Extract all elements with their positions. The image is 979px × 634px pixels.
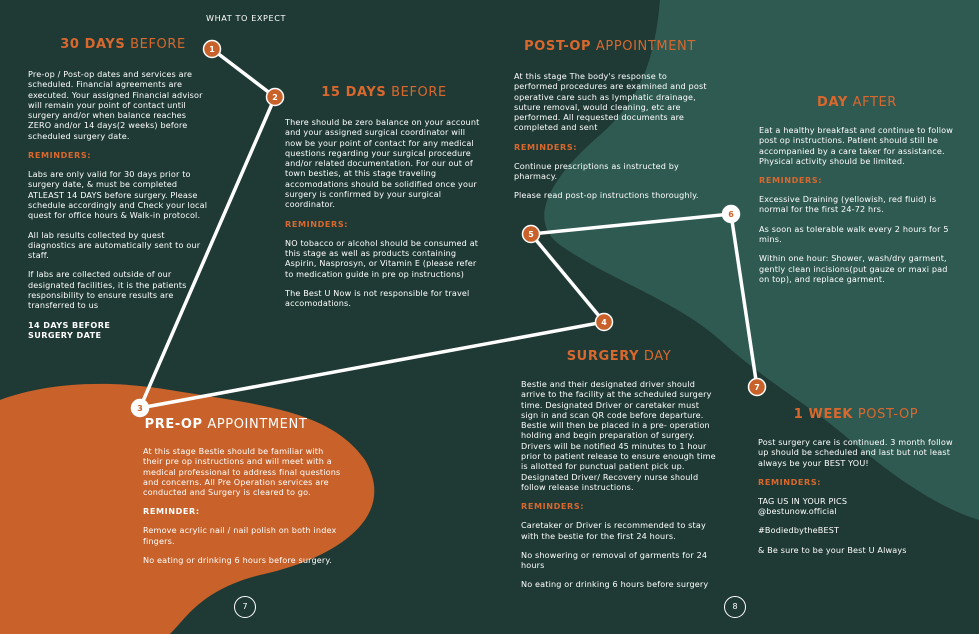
reminder-text: All lab results collected by quest diagnostics are automatically sent to our staff. [28, 229, 201, 261]
section-title: SURGERY DAY [566, 349, 672, 364]
section-pre-op-appointment [143, 417, 343, 565]
reminders-label: REMINDER: [143, 506, 200, 517]
section-body: Pre-op / Post-op dates and services are scheduled. Financial agreements are executed. Your assigned Financial advisor will remain your point of contact until surgery and/or when balance reaches ZERO and/or 14 days(2 weeks) before scheduled surgery date. [28, 69, 203, 141]
section-15-days-before [285, 85, 483, 308]
step-marker-label: 6 [728, 210, 734, 219]
step-marker-4 [596, 314, 613, 331]
section-title: 1 WEEK POST-OP [793, 407, 919, 422]
step-marker-label: 2 [272, 93, 278, 102]
reminder-text: Within one hour: Shower, wash/dry garment, gently clean incisions(put gauze or maxi pad on top), and replace garment. [759, 253, 948, 284]
reminder-text: & Be sure to be your Best U Always [758, 544, 907, 555]
step-marker-label: 7 [754, 383, 760, 392]
reminder-text: No showering or removal of garments for 24 hours [521, 549, 708, 571]
section-title: DAY AFTER [817, 95, 897, 110]
reminders-label: REMINDERS: [28, 150, 92, 161]
reminders-label: REMINDERS: [758, 476, 822, 487]
reminder-text: If labs are collected outside of our designated facilities, it is the patients responsibility to ensure results are transferred to us [28, 269, 187, 311]
page-number-right: 8 [724, 596, 746, 618]
section-surgery-day [521, 349, 719, 590]
reminder-text: The Best U Now is not responsible for travel accomodations. [285, 287, 470, 309]
step-marker-6 [723, 206, 740, 223]
step-marker-label: 1 [209, 45, 215, 54]
section-title: 15 DAYS BEFORE [321, 85, 447, 100]
section-body: At this stage The body's response to performed procedures are examined and post operative care such as lymphatic drainage, suture removal, would cleaning, etc are performed. All requested documents are completed and sent [514, 71, 707, 133]
step-marker-label: 5 [528, 230, 534, 239]
reminder-text: Continue prescriptions as instructed by pharmacy. [514, 160, 679, 182]
section-day-after [759, 95, 957, 284]
what-to-expect-label: WHAT TO EXPECT [206, 13, 287, 23]
reminders-label: REMINDERS: [759, 175, 823, 186]
section-30-days-before [28, 37, 208, 348]
section-body: Eat a healthy breakfast and continue to follow post op instructions. Patient should still be accompanied by a care taker for assistance. Physical activity should be limited. [759, 125, 954, 166]
page-number-left: 7 [234, 596, 256, 618]
reminder-text: #BodiedbytheBEST [758, 525, 840, 536]
reminder-text: Remove acrylic nail / nail polish on both index fingers. [143, 525, 337, 546]
reminder-text: No eating or drinking 6 hours before surgery [521, 579, 709, 590]
reminder-text: TAG US IN YOUR PICS @bestunow.official [758, 495, 848, 517]
reminders-label: REMINDERS: [514, 141, 578, 152]
section-body: Bestie and their designated driver should arrive to the facility at the scheduled surgery time. Designated Driver or caretaker must sign in and scan QR code before departure. Bestie will then be placed in a pre- operation holding and begin preparation of surgery. Drivers will be notified 45 minutes to 1 hour prior to patient release to ensure enough time is allotted for punctual patient pick up. Designated Driver/ Recovery nurse should follow release instructions. [521, 379, 716, 492]
reminder-text: As soon as tolerable walk every 2 hours for 5 mins. [759, 223, 949, 245]
step-marker-2 [267, 89, 284, 106]
section-1-week-post-op [758, 407, 956, 555]
reminders-label: REMINDERS: [285, 218, 349, 229]
reminders-label: REMINDERS: [521, 501, 585, 512]
reminder-text: Excessive Draining (yellowish, red fluid) is normal for the first 24-72 hrs. [759, 194, 937, 215]
fourteen-days-label: 14 DAYS BEFORE SURGERY DATE [28, 319, 111, 340]
section-post-op-appointment [514, 39, 712, 201]
section-title: POST-OP APPOINTMENT [524, 39, 696, 54]
section-body: At this stage Bestie should be familiar with their pre op instructions and will meet with a medical professional to address final questions and concerns. All Pre Operation services are conducted and Surgery is cleared to go. [143, 446, 341, 498]
reminder-text: Please read post-op instructions thoroughly. [514, 190, 699, 201]
step-marker-5 [523, 226, 540, 243]
step-marker-label: 4 [601, 318, 607, 327]
section-body: Post surgery care is continued. 3 month follow up should be scheduled and last but not least always be your BEST YOU! [758, 437, 953, 468]
step-marker-3 [132, 400, 149, 417]
reminder-text: Caretaker or Driver is recommended to stay with the bestie for the first 24 hours. [521, 520, 706, 541]
section-body: There should be zero balance on your account and your assigned surgical coordinator will now be your point of contact for any medical questions regarding your surgical procedure and/or related documentation. For our out of town besties, at this stage traveling accomodations should be solidified once your surgery is confirmed by your surgical coordinator. [285, 117, 480, 210]
step-marker-7 [749, 379, 766, 396]
section-title: PRE-OP APPOINTMENT [144, 417, 308, 432]
step-marker-label: 3 [137, 404, 143, 413]
reminder-text: No eating or drinking 6 hours before surgery. [143, 555, 332, 566]
reminder-text: NO tobacco or alcohol should be consumed at this stage as well as products containing Aspirin, Nasprosyn, or Vitamin E (please refer to medication guide in pre op instructions) [285, 237, 479, 279]
section-title: 30 DAYS BEFORE [60, 37, 186, 52]
reminder-text: Labs are only valid for 30 days prior to surgery date, & must be completed ATLEAST 14 DAYS before surgery. Please schedule accordingly and Check your local quest for office hours & Walk-in protocol. [28, 169, 208, 221]
